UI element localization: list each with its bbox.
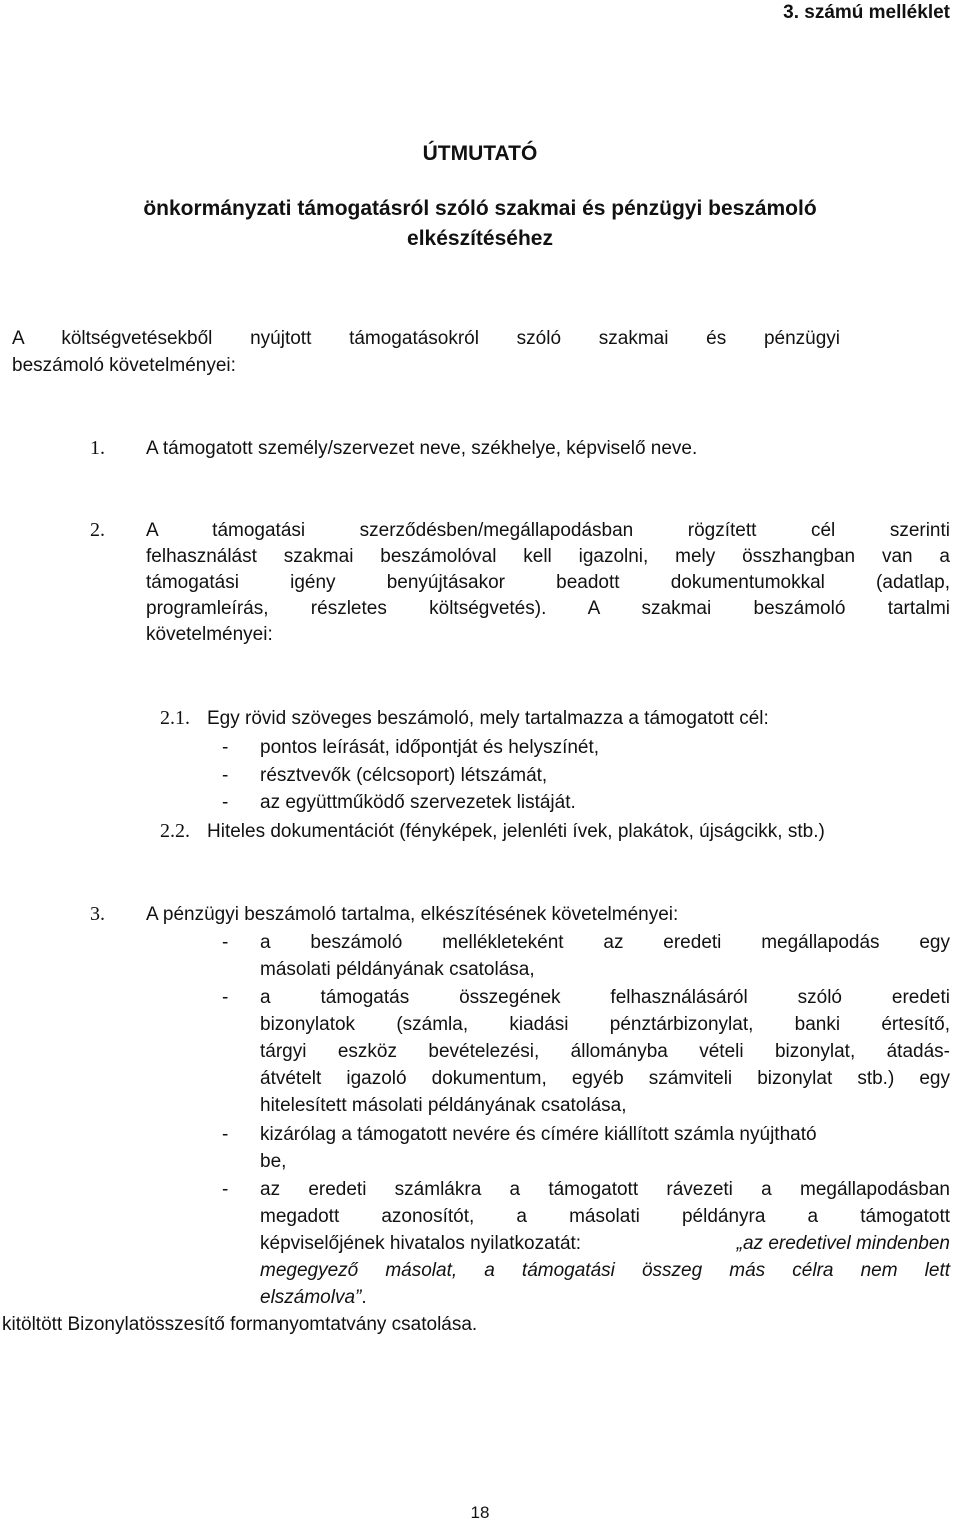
bullet-dash: - [222, 792, 229, 813]
page-number: 18 [470, 1503, 490, 1522]
item-3-bullet-2-line: hitelesített másolati példányának csatolása, [260, 1095, 627, 1116]
sub-2-1-bullet: pontos leírását, időpontját és helyszínét, [260, 737, 600, 758]
annex-label: 3. számú melléklet [783, 2, 950, 23]
item-3-bullet-4-italic-part: „az eredetivel mindenben [736, 1233, 950, 1254]
bullet-dash: - [222, 932, 229, 953]
sub-2-1-text: Egy rövid szöveges beszámoló, mely tartalmazza a támogatott cél: [207, 708, 769, 729]
item-3-bullet-1-line: a beszámoló mellékleteként az eredeti megállapodás egy [260, 932, 950, 953]
item-3-text: A pénzügyi beszámoló tartalma, elkészítésének követelményei: [146, 904, 679, 925]
bullet-dash: - [222, 1124, 229, 1145]
sub-2-1-number: 2.1. [160, 707, 190, 729]
footer-line: kitöltött Bizonylatösszesítő formanyomtatvány csatolása. [2, 1314, 478, 1335]
sub-2-2-text: Hiteles dokumentációt (fényképek, jelenléti ívek, plakátok, újságcikk, stb.) [207, 821, 825, 842]
item-3-bullet-2-line: a támogatás összegének felhasználásáról szóló eredeti [260, 987, 950, 1008]
sub-2-1-bullet: az együttműködő szervezetek listáját. [260, 792, 576, 813]
item-2-line: programleírás, részletes költségvetés). A szakmai beszámoló tartalmi [146, 598, 950, 619]
sub-2-1-bullet: résztvevők (célcsoport) létszámát, [260, 765, 548, 786]
item-3-bullet-4-plain-part: képviselőjének hivatalos nyilatkozatát: [260, 1233, 582, 1254]
item-3-bullet-3-line: kizárólag a támogatott nevére és címére kiállított számla nyújtható [260, 1124, 817, 1145]
item-2-line: felhasználást szakmai beszámolóval kell igazolni, mely összhangban van a [146, 546, 950, 567]
item-1-number: 1. [90, 437, 105, 459]
item-2-line: támogatási igény benyújtásakor beadott dokumentumokkal (adatlap, [146, 572, 950, 593]
item-3-bullet-4-italic-line: megegyező másolat, a támogatási összeg más célra nem lett [260, 1260, 950, 1281]
item-3-bullet-2-line: átvételt igazoló dokumentum, egyéb számviteli bizonylat stb.) egy [260, 1068, 950, 1089]
item-3-bullet-2-line: bizonylatok (számla, kiadási pénztárbizonylat, banki értesítő, [260, 1014, 950, 1035]
item-2-line: A támogatási szerződésben/megállapodásban rögzített cél szerinti [146, 520, 950, 541]
page-title: ÚTMUTATÓ [422, 142, 538, 165]
item-2-line: követelményei: [146, 624, 273, 645]
subtitle-line-1: önkormányzati támogatásról szóló szakmai és pénzügyi beszámoló [143, 197, 817, 220]
item-3-bullet-4-italic-end [260, 1287, 367, 1309]
item-2-number: 2. [90, 519, 105, 541]
item-1-text: A támogatott személy/szervezet neve, székhelye, képviselő neve. [146, 438, 698, 459]
end-dot: . [361, 1287, 367, 1308]
bullet-dash: - [222, 765, 229, 786]
intro-line-2: beszámoló követelményei: [12, 355, 236, 376]
item-3-bullet-4-line: az eredeti számlákra a támogatott rávezeti a megállapodásban [260, 1179, 950, 1200]
item-3-bullet-4-mixed-line [260, 1233, 950, 1255]
item-3-bullet-4-line: megadott azonosítót, a másolati példányra a támogatott [260, 1206, 950, 1227]
italic-end-text: elszámolva” [260, 1287, 362, 1308]
item-3-number: 3. [90, 903, 105, 925]
item-3-bullet-1-line: másolati példányának csatolása, [260, 959, 535, 980]
intro-line-1: A költségvetésekből nyújtott támogatásokról szóló szakmai és pénzügyi [12, 328, 840, 349]
item-3-bullet-3-line: be, [260, 1151, 287, 1172]
sub-2-2-number: 2.2. [160, 820, 190, 842]
bullet-dash: - [222, 737, 229, 758]
item-3-bullet-2-line: tárgyi eszköz bevételezési, állományba vételi bizonylat, átadás- [260, 1041, 950, 1062]
bullet-dash: - [222, 1179, 229, 1200]
bullet-dash: - [222, 987, 229, 1008]
subtitle-line-2: elkészítéséhez [407, 227, 553, 250]
